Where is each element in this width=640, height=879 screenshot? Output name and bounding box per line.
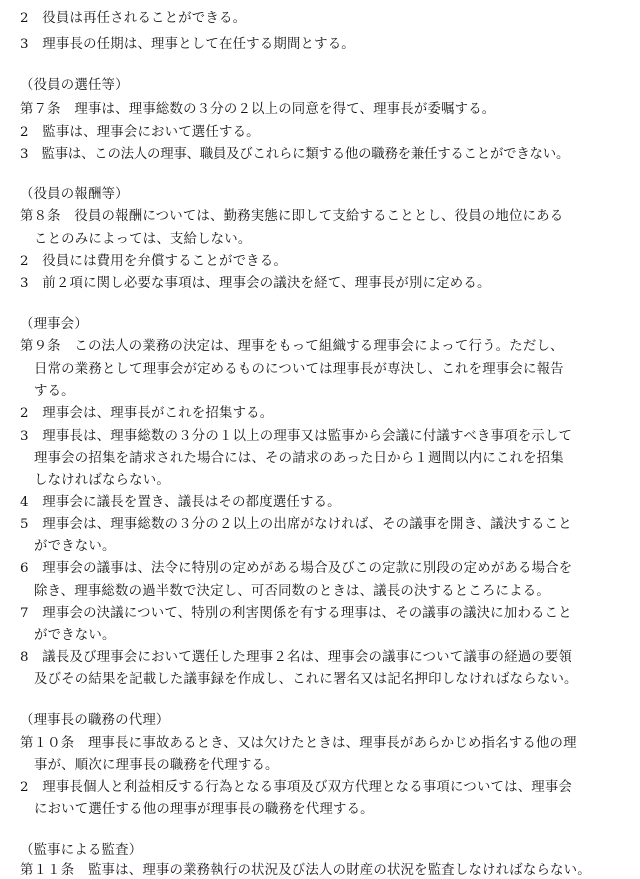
text-line: 3 前２項に関し必要な事項は、理事会の議決を経て、理事長が別に定める。 xyxy=(20,276,491,291)
text-line: 3 理事長は、理事総数の３分の１以上の理事又は監事から会議に付議すべき事項を示して xyxy=(20,429,573,444)
text-line: 第７条 理事は、理事総数の３分の２以上の同意を得て、理事長が委嘱する。 xyxy=(20,102,496,117)
text-line: 7 理事会の決議について、特別の利害関係を有する理事は、その議事の議決に加わること xyxy=(20,606,572,621)
text-line: 第９条 この法人の業務の決定は、理事をもって組織する理事会によって行う。ただし、 xyxy=(20,339,564,354)
text-line: 事が、順次に理事長の職務を代理する。 xyxy=(34,758,279,773)
section-heading: （理事会） xyxy=(20,317,88,332)
text-line: 3 監事は、この法人の理事、職員及びこれらに類する他の職務を兼任することができない。 xyxy=(20,147,570,162)
text-line: 日常の業務として理事会が定めるものについては理事長が専決し、これを理事会に報告 xyxy=(34,362,564,377)
text-line: 除き、理事総数の過半数で決定し、可否同数のときは、議長の決するところによる。 xyxy=(34,584,550,599)
text-line: 第８条 役員の報酬については、勤務実態に即して支給することとし、役員の地位にある xyxy=(20,209,564,224)
text-line: 2 監事は、理事会において選任する。 xyxy=(20,125,260,140)
text-line: 3 理事長の任期は、理事として在任する期間とする。 xyxy=(20,37,355,52)
text-line: 4 理事会に議長を置き、議長はその都度選任する。 xyxy=(20,495,341,510)
section-heading: （役員の報酬等） xyxy=(20,187,129,202)
text-line: 2 理事長個人と利益相反する行為となる事項及び双方代理となる事項については、理事会 xyxy=(20,780,573,795)
text-line: しなければならない。 xyxy=(34,473,170,488)
text-line: において選任する他の理事が理事長の職務を代理する。 xyxy=(34,802,374,817)
text-line: 2 役員は再任されることができる。 xyxy=(20,11,247,26)
text-line: する。 xyxy=(34,384,75,399)
text-line: 及びその結果を記載した議事録を作成し、これに署名又は記名押印しなければならない。 xyxy=(34,672,578,687)
text-line: ことのみによっては、支給しない。 xyxy=(34,232,252,247)
section-heading: （監事による監査） xyxy=(20,843,143,858)
text-line: ができない。 xyxy=(34,628,116,643)
section-heading: （理事長の職務の代理） xyxy=(20,713,170,728)
section-heading: （役員の選任等） xyxy=(20,78,129,93)
text-line: ができない。 xyxy=(34,539,116,554)
text-line: 理事会の招集を請求された場合には、その請求のあった日から１週間以内にこれを招集 xyxy=(34,451,564,466)
text-line: 5 理事会は、理事総数の３分の２以上の出席がなければ、その議事を開き、議決すること xyxy=(20,517,572,532)
text-line: 6 理事会の議事は、法令に特別の定めがある場合及びこの定款に別段の定めがある場合を xyxy=(20,561,573,576)
text-line: 第１０条 理事長に事故あるとき、又は欠けたときは、理事長があらかじめ指名する他の理 xyxy=(20,736,577,751)
text-line: 第１１条 監事は、理事の業務執行の状況及び法人の財産の状況を監査しなければならない。 xyxy=(20,863,591,878)
text-line: 2 理事会は、理事長がこれを招集する。 xyxy=(20,406,274,421)
text-line: 8 議長及び理事会において選任した理事２名は、理事会の議事について議事の経過の要領 xyxy=(20,650,573,665)
text-line: 2 役員には費用を弁償することができる。 xyxy=(20,254,287,269)
